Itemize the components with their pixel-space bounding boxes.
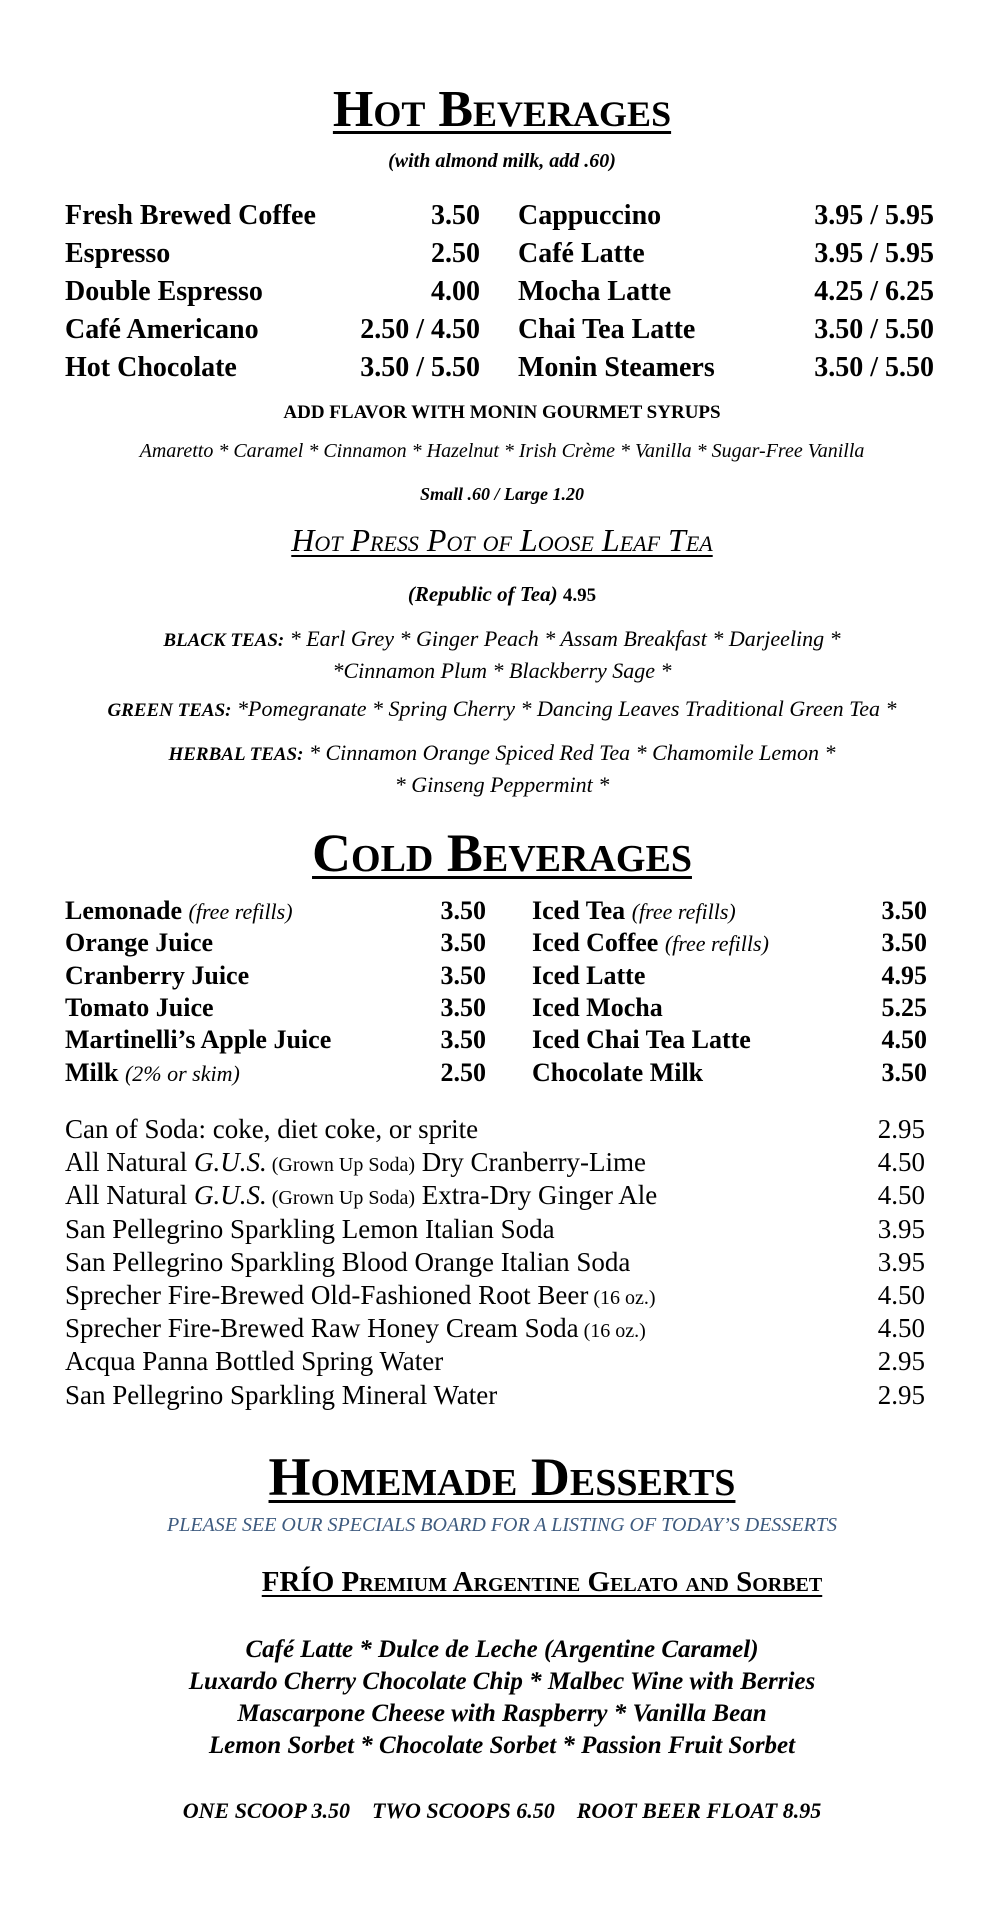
item-label: Iced Mocha [532, 992, 663, 1022]
item-name: Hot Chocolate [65, 352, 237, 383]
item-price: 3.50 [440, 992, 486, 1022]
hot-menu-item [518, 276, 934, 310]
item-label: Tomato Juice [65, 992, 214, 1022]
item-name [532, 896, 736, 926]
item-name [532, 993, 663, 1023]
herbal-teas-list: * Cinnamon Orange Spiced Red Tea * Chamomile Lemon * [308, 740, 836, 765]
herbal-teas-line2: * Ginseng Peppermint * [394, 772, 610, 797]
item-name [532, 1025, 751, 1055]
cold-menu-item [532, 993, 927, 1025]
item-price: 3.50 [881, 896, 927, 925]
item-note: (free refills) [188, 899, 293, 924]
item-price: 4.00 [431, 276, 480, 307]
gelato-flavor-line: Café Latte * Dulce de Leche (Argentine Caramel) [245, 1636, 759, 1663]
soda-price: 4.50 [877, 1147, 925, 1178]
black-teas-line2: *Cinnamon Plum * Blackberry Sage * [332, 658, 672, 683]
hot-menu-item [518, 200, 934, 234]
soda-price: 2.95 [877, 1114, 925, 1144]
soda-price: 3.95 [877, 1246, 925, 1277]
item-price: 2.50 [440, 1057, 486, 1087]
item-note: (free refills) [664, 931, 769, 957]
specials-board-note: PLEASE SEE OUR SPECIALS BOARD FOR A LISTING OF TODAY’S DESSERTS [167, 1514, 837, 1536]
soda-text: Sprecher Fire-Brewed Raw Honey Cream Soda [65, 1313, 579, 1344]
black-teas-line1 [0, 626, 1004, 652]
hot-menu-item [518, 352, 934, 386]
black-teas-label: BLACK TEAS: [163, 630, 285, 651]
soda-text: San Pellegrino Sparkling Lemon Italian Soda [65, 1213, 555, 1244]
cold-menu-item [532, 1025, 927, 1057]
item-name [532, 961, 645, 991]
cold-menu-item [532, 928, 927, 960]
soda-item [65, 1313, 925, 1345]
cold-beverages-title: Cold Beverages [312, 823, 692, 883]
item-name: Monin Steamers [518, 352, 715, 383]
item-price: 3.95 / 5.95 [814, 238, 934, 269]
soda-price: 4.50 [877, 1280, 925, 1310]
item-name: Café Americano [65, 314, 259, 345]
gelato-flavor-line: Luxardo Cherry Chocolate Chip * Malbec Wine with Berries [188, 1668, 816, 1695]
cold-menu-item [65, 928, 486, 960]
soda-item [65, 1114, 925, 1146]
tea-title: Hot Press Pot of Loose Leaf Tea [291, 522, 713, 558]
soda-item [65, 1180, 925, 1212]
almond-milk-note: (with almond milk, add .60) [388, 150, 616, 172]
item-name [65, 896, 293, 926]
item-label: Cranberry Juice [65, 960, 250, 990]
item-label: Milk [65, 1057, 119, 1087]
soda-item [65, 1280, 925, 1312]
item-name: Double Espresso [65, 276, 263, 307]
item-name: Espresso [65, 238, 171, 269]
gelato-flavor-line: Mascarpone Cheese with Raspberry * Vanilla Bean [237, 1700, 767, 1727]
flavor-list: Amaretto * Caramel * Cinnamon * Hazelnut * Irish Crème * Vanilla * Sugar-Free Vanilla [139, 440, 865, 462]
soda-name [65, 1280, 656, 1311]
flavor-price: Small .60 / Large 1.20 [419, 484, 584, 504]
hot-menu-item [65, 238, 480, 272]
hot-menu-item [65, 314, 480, 348]
soda-text: All Natural [65, 1180, 194, 1211]
soda-price: 2.95 [877, 1346, 925, 1377]
soda-text: Sprecher Fire-Brewed Old-Fashioned Root Beer [65, 1280, 589, 1310]
hot-menu-item [65, 352, 480, 386]
gelato-title: FRÍO Premium Argentine Gelato and Sorbet [261, 1566, 823, 1598]
hot-menu-item [518, 314, 934, 348]
soda-price: 2.95 [877, 1379, 925, 1410]
hot-menu-item [518, 238, 934, 272]
item-name: Cappuccino [518, 200, 662, 231]
item-price: 3.50 [440, 1025, 486, 1055]
cold-menu-item [532, 896, 927, 928]
green-teas-line [0, 696, 1004, 722]
cold-menu-item [65, 896, 486, 928]
flavor-heading: ADD FLAVOR WITH MONIN GOURMET SYRUPS [283, 402, 721, 423]
soda-price: 3.95 [877, 1213, 925, 1244]
item-label: Lemonade [65, 896, 182, 925]
item-label: Orange Juice [65, 928, 214, 958]
item-price: 3.50 / 5.50 [814, 352, 934, 383]
cold-menu-item [65, 1058, 486, 1090]
item-label: Iced Chai Tea Latte [532, 1025, 751, 1055]
soda-item [65, 1147, 925, 1179]
cold-menu-item [65, 961, 486, 993]
soda-item [65, 1214, 925, 1246]
item-price: 3.50 / 5.50 [814, 314, 934, 345]
soda-brand: G.U.S. [193, 1180, 267, 1211]
hot-beverages-title: Hot Beverages [332, 81, 672, 138]
soda-detail: (Grown Up Soda) [266, 1154, 416, 1177]
item-name: Mocha Latte [518, 276, 672, 307]
soda-detail: (16 oz.) [588, 1287, 656, 1309]
item-price: 3.50 [440, 928, 486, 958]
cold-menu-item [532, 1058, 927, 1090]
soda-text: San Pellegrino Sparkling Blood Orange Italian Soda [65, 1246, 631, 1277]
black-teas-list: * Earl Grey * Ginger Peach * Assam Breakfast * Darjeeling * [289, 626, 841, 651]
item-name: Fresh Brewed Coffee [65, 200, 316, 231]
soda-price: 4.50 [877, 1180, 925, 1211]
item-price: 2.50 [431, 238, 480, 269]
soda-name [65, 1380, 497, 1411]
item-price: 3.50 [881, 1057, 927, 1087]
cold-menu-item [532, 961, 927, 993]
soda-text: All Natural [65, 1147, 194, 1178]
soda-name [65, 1313, 646, 1344]
tea-brand-line [0, 582, 1004, 607]
soda-name [65, 1214, 555, 1245]
item-name [65, 1025, 331, 1055]
tea-brand: (Republic of Tea) [407, 582, 558, 606]
soda-flavor: Dry Cranberry-Lime [415, 1147, 646, 1178]
soda-brand: G.U.S. [193, 1147, 267, 1178]
item-name [65, 928, 213, 958]
herbal-teas-line1 [0, 740, 1004, 766]
hot-menu-item [65, 276, 480, 310]
soda-flavor: Extra-Dry Ginger Ale [415, 1180, 658, 1211]
soda-text: San Pellegrino Sparkling Mineral Water [65, 1379, 498, 1410]
cold-menu-item [65, 993, 486, 1025]
green-teas-list: *Pomegranate * Spring Cherry * Dancing Leaves Traditional Green Tea * [237, 696, 897, 721]
soda-detail: (Grown Up Soda) [266, 1187, 416, 1210]
soda-name [65, 1180, 657, 1211]
green-teas-label: GREEN TEAS: [107, 700, 232, 721]
item-price: 2.50 / 4.50 [360, 314, 480, 345]
soda-name [65, 1247, 630, 1278]
hot-menu-item [65, 200, 480, 234]
item-label: Iced Coffee [532, 928, 659, 958]
item-price: 3.50 / 5.50 [360, 352, 480, 383]
item-name [65, 993, 214, 1023]
item-price: 4.95 [881, 960, 927, 990]
item-price: 3.95 / 5.95 [814, 200, 934, 231]
item-price: 3.50 [431, 200, 480, 231]
item-price: 3.50 [440, 896, 486, 925]
soda-text: Acqua Panna Bottled Spring Water [65, 1346, 444, 1377]
item-label: Iced Latte [532, 960, 646, 990]
herbal-teas-label: HERBAL TEAS: [168, 744, 304, 765]
item-label: Martinelli’s Apple Juice [65, 1025, 332, 1055]
item-price: 5.25 [881, 992, 927, 1022]
item-name [532, 928, 769, 958]
item-price: 3.50 [881, 928, 927, 958]
soda-price: 4.50 [877, 1313, 925, 1344]
soda-text: Can of Soda: coke, diet coke, or sprite [65, 1114, 479, 1144]
gelato-prices: ONE SCOOP 3.50 TWO SCOOPS 6.50 ROOT BEER FLOAT 8.95 [182, 1798, 822, 1823]
soda-name [65, 1346, 443, 1377]
item-name [65, 1058, 240, 1088]
item-price: 4.50 [881, 1025, 927, 1055]
item-note: (2% or skim) [124, 1060, 240, 1086]
item-name: Café Latte [518, 238, 645, 269]
tea-price: 4.95 [562, 585, 597, 606]
soda-item [65, 1380, 925, 1412]
item-label: Iced Tea [532, 896, 626, 925]
item-price: 3.50 [440, 960, 486, 990]
item-price: 4.25 / 6.25 [814, 276, 934, 307]
soda-item [65, 1247, 925, 1279]
gelato-flavor-line: Lemon Sorbet * Chocolate Sorbet * Passion Fruit Sorbet [208, 1732, 796, 1759]
item-name [532, 1058, 703, 1088]
soda-name [65, 1114, 478, 1145]
item-name [65, 961, 249, 991]
item-label: Chocolate Milk [532, 1057, 704, 1087]
item-note: (free refills) [631, 899, 736, 924]
soda-item [65, 1346, 925, 1378]
soda-name [65, 1147, 646, 1178]
soda-detail: (16 oz.) [578, 1320, 646, 1343]
item-name: Chai Tea Latte [518, 314, 696, 345]
desserts-title: Homemade Desserts [268, 1447, 736, 1507]
cold-menu-item [65, 1025, 486, 1057]
